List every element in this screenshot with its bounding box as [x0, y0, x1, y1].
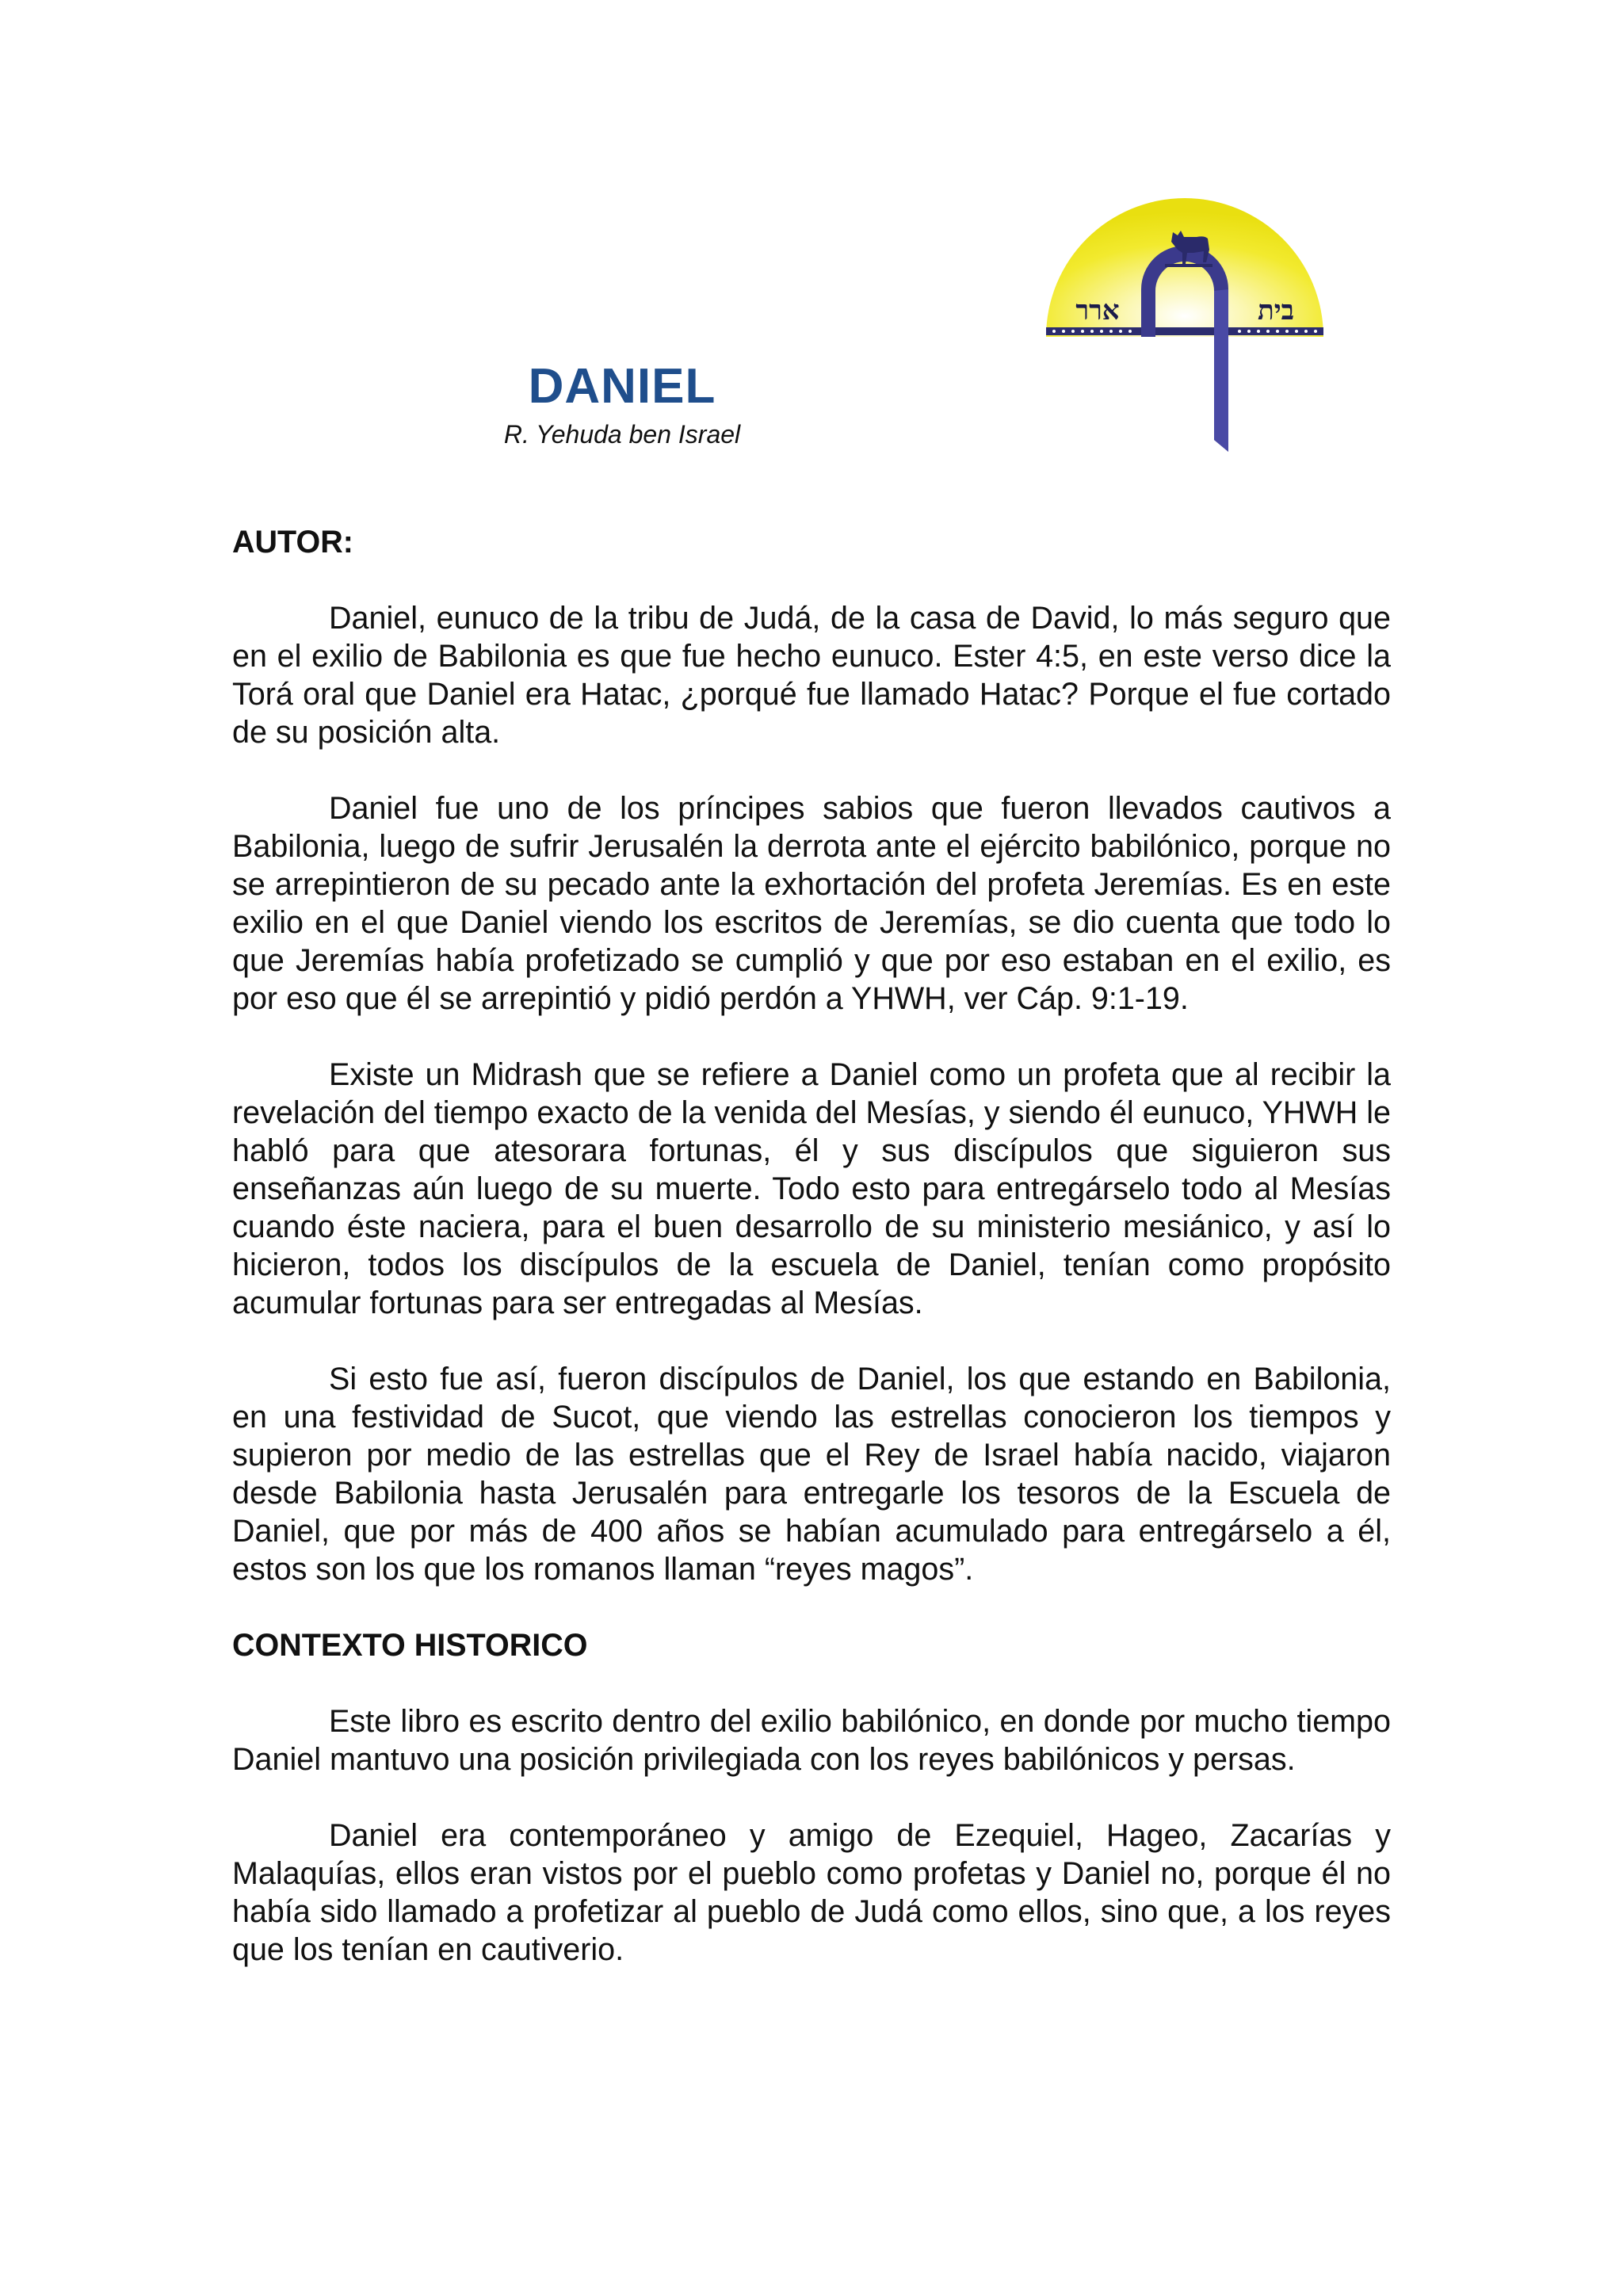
paragraph: Este libro es escrito dentro del exilio babilónico, en donde por mucho tiempo Daniel mantuvo una posición privilegiada con los reyes babilónicos y persas. — [232, 1704, 1391, 1777]
beit-arar-logo — [1038, 186, 1331, 456]
paragraph: Existe un Midrash que se refiere a Daniel como un profeta que al recibir la revelación del tiempo exacto de la venida del Mesías, y siendo él eunuco, YHWH le habló para que atesorara fortunas, él y sus discípulos que siguieron sus enseñanzas aún luego de su muerte. Todo esto para entregárselo todo al Mesías cuando éste naciera, para el buen desarrollo de su ministerio mesiánico, y así lo hicieron, todos los discípulos de la escuela de Daniel, tenían como propósito acumular fortunas para ser entregadas al Mesías. — [232, 1057, 1391, 1320]
section-heading-contexto-historico: CONTEXTO HISTORICO — [232, 1628, 588, 1663]
paragraph: Daniel era contemporáneo y amigo de Ezequiel, Hageo, Zacarías y Malaquías, ellos eran vistos por el pueblo como profetas y Daniel no, porque él no había sido llamado a profetizar al pueblo de Judá como ellos, sino que, a los reyes que los tenían en cautiverio. — [232, 1818, 1391, 1967]
paragraph: Daniel, eunuco de la tribu de Judá, de la casa de David, lo más seguro que en el exilio de Babilonia es que fue hecho eunuco. Ester 4:5, en este verso dice la Torá oral que Daniel era Hatac, ¿porqué fue llamado Hatac? Porque el fue cortado de su posición alta. — [232, 601, 1391, 750]
document-author: R. Yehuda ben Israel — [503, 420, 741, 449]
hebrew-right-text: בית — [1257, 295, 1295, 327]
hebrew-left-text: ארר — [1075, 295, 1120, 327]
section-heading-autor: AUTOR: — [232, 525, 353, 560]
document-body — [232, 523, 1391, 2007]
paragraph: Si esto fue así, fueron discípulos de Daniel, los que estando en Babilonia, en una festividad de Sucot, que viendo las estrellas conocieron los tiempos y supieron por medio de las estrellas que el Rey de Israel había nacido, viajaron desde Babilonia hasta Jerusalén para entregarle los tesoros de la Escuela de Daniel, que por más de 400 años se habían acumulado para entregárselo a él, estos son los que los romanos llaman “reyes magos”. — [232, 1362, 1391, 1587]
document-title: DANIEL — [528, 359, 716, 414]
paragraph: Daniel fue uno de los príncipes sabios que fueron llevados cautivos a Babilonia, luego de sufrir Jerusalén la derrota ante el ejército babilónico, porque no se arrepintieron de su pecado ante la exhortación del profeta Jeremías. Es en este exilio en el que Daniel viendo los escritos de Jeremías, se dio cuenta que todo lo que Jeremías había profetizado se cumplió y que por eso estaban en el exilio, es por eso que él se arrepintió y pidió perdón a YHWH, ver Cáp. 9:1-19. — [232, 791, 1391, 1016]
